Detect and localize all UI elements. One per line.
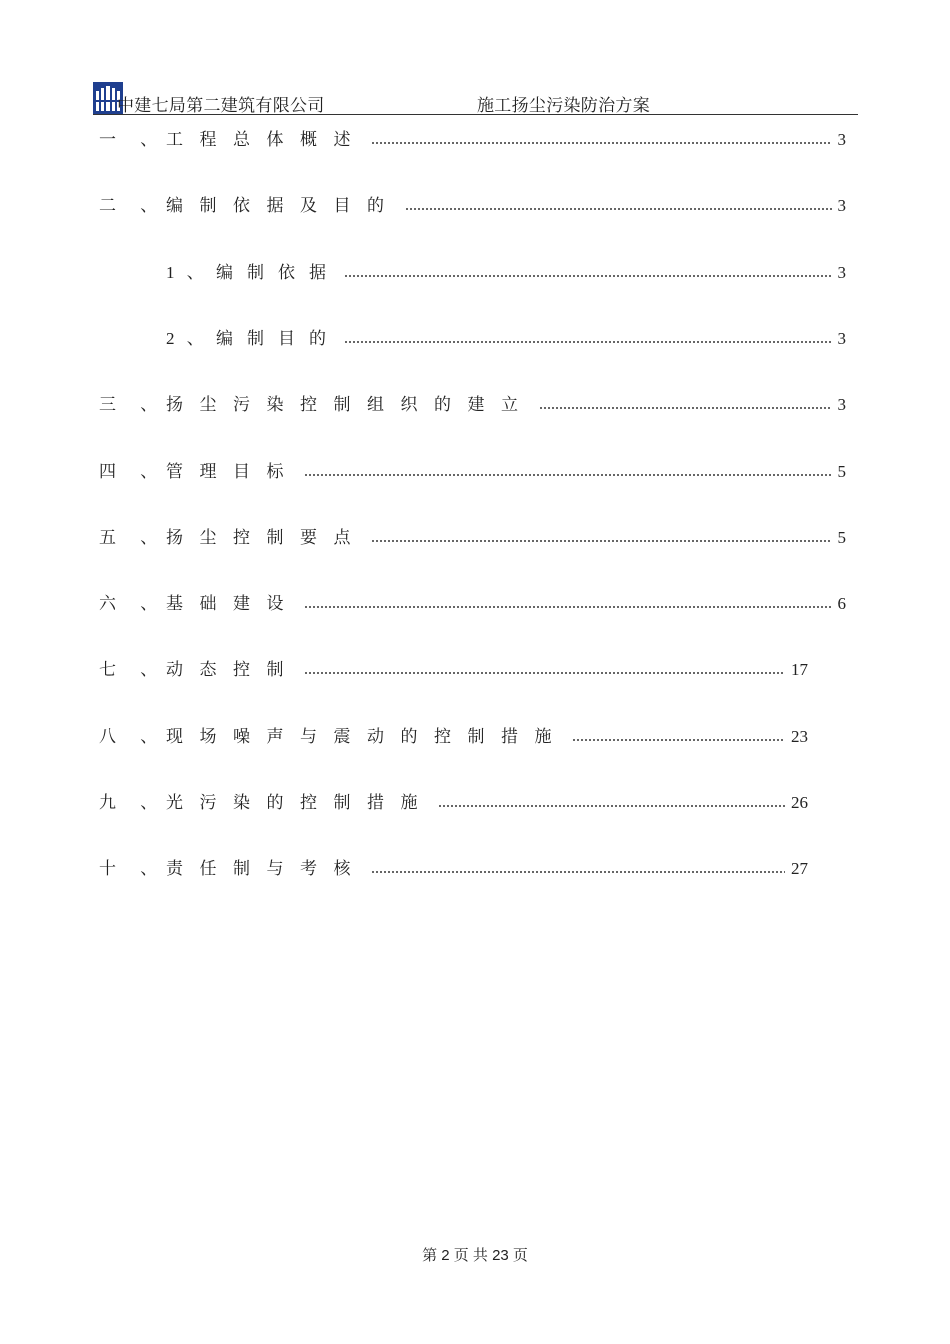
toc-entry-page: 3 bbox=[837, 196, 846, 216]
toc-entry-title: 基础建设 bbox=[166, 594, 300, 614]
toc-entry[interactable] bbox=[99, 855, 808, 879]
toc-entry-page: 5 bbox=[837, 527, 846, 547]
toc-entry[interactable] bbox=[99, 723, 808, 747]
toc-entry-title: 编制依据 bbox=[216, 262, 340, 282]
toc-entry-title: 编制依据及目的 bbox=[166, 196, 401, 216]
toc-entry-number: 五 、 bbox=[99, 527, 168, 547]
toc-entry-number: 1 、 bbox=[166, 262, 208, 282]
toc-entry[interactable] bbox=[99, 590, 846, 614]
toc-entry-page: 5 bbox=[837, 461, 846, 481]
toc-entry-page: 3 bbox=[837, 395, 846, 415]
toc-entry-title: 扬尘污染控制组织的建立 bbox=[166, 395, 535, 415]
toc-entry[interactable] bbox=[166, 325, 846, 349]
toc-leader-dots bbox=[304, 472, 832, 478]
toc-entry-number: 六 、 bbox=[99, 594, 168, 614]
toc-leader-dots bbox=[371, 538, 832, 544]
toc-entry-title: 动态控制 bbox=[166, 660, 300, 680]
document-title: 施工扬尘污染防治方案 bbox=[477, 96, 650, 115]
toc-leader-dots bbox=[344, 339, 832, 345]
toc-entry-number: 一 、 bbox=[99, 130, 168, 149]
toc-leader-dots bbox=[539, 405, 832, 411]
toc-entry-number: 八 、 bbox=[99, 726, 168, 746]
toc-leader-dots bbox=[304, 604, 832, 610]
toc-entry-number: 九 、 bbox=[99, 793, 168, 812]
toc-entry[interactable] bbox=[166, 259, 846, 283]
toc-leader-dots bbox=[371, 869, 785, 875]
toc-entry-number: 十 、 bbox=[99, 859, 168, 879]
toc-entry-title: 编制目的 bbox=[216, 328, 340, 348]
toc-entry-title: 管理目标 bbox=[166, 461, 300, 481]
toc-entry-page: 3 bbox=[837, 262, 846, 282]
toc-entry[interactable] bbox=[99, 458, 846, 482]
toc-entry-title: 扬尘控制要点 bbox=[166, 527, 367, 547]
toc-entry-number: 2 、 bbox=[166, 328, 208, 348]
toc-entry-title: 工程总体概述 bbox=[166, 130, 367, 149]
page-number: 第 2 页 共 23 页 bbox=[422, 1247, 528, 1264]
toc-entry-number: 二 、 bbox=[99, 196, 168, 216]
toc-entry[interactable] bbox=[99, 524, 846, 548]
toc-entry-page: 6 bbox=[837, 594, 846, 614]
toc-entry[interactable] bbox=[99, 391, 846, 415]
toc-entry-number: 七 、 bbox=[99, 660, 168, 680]
toc-entry-page: 26 bbox=[791, 793, 808, 812]
toc-entry[interactable] bbox=[99, 789, 808, 813]
toc-entry-page: 3 bbox=[837, 130, 846, 149]
toc-leader-dots bbox=[405, 206, 832, 212]
toc-entry-page: 17 bbox=[791, 660, 808, 680]
toc-leader-dots bbox=[438, 803, 785, 809]
toc-leader-dots bbox=[572, 737, 785, 743]
toc-entry-number: 四 、 bbox=[99, 461, 168, 481]
toc-entry-number: 三 、 bbox=[99, 395, 168, 415]
toc-entry-title: 现场噪声与震动的控制措施 bbox=[166, 726, 568, 746]
page-footer bbox=[0, 1244, 950, 1265]
toc-leader-dots bbox=[304, 670, 785, 676]
toc-entry[interactable] bbox=[99, 192, 846, 216]
toc-entry-title: 责任制与考核 bbox=[166, 859, 367, 879]
toc-leader-dots bbox=[344, 273, 832, 279]
toc-entry[interactable] bbox=[99, 656, 808, 680]
toc-leader-dots bbox=[371, 140, 832, 146]
toc-entry-page: 23 bbox=[791, 726, 808, 746]
toc-entry[interactable] bbox=[99, 126, 846, 150]
toc-entry-page: 3 bbox=[837, 328, 846, 348]
company-name: 中建七局第二建筑有限公司 bbox=[117, 96, 325, 115]
toc-entry-page: 27 bbox=[791, 859, 808, 879]
toc-entry-title: 光污染的控制措施 bbox=[166, 793, 434, 812]
